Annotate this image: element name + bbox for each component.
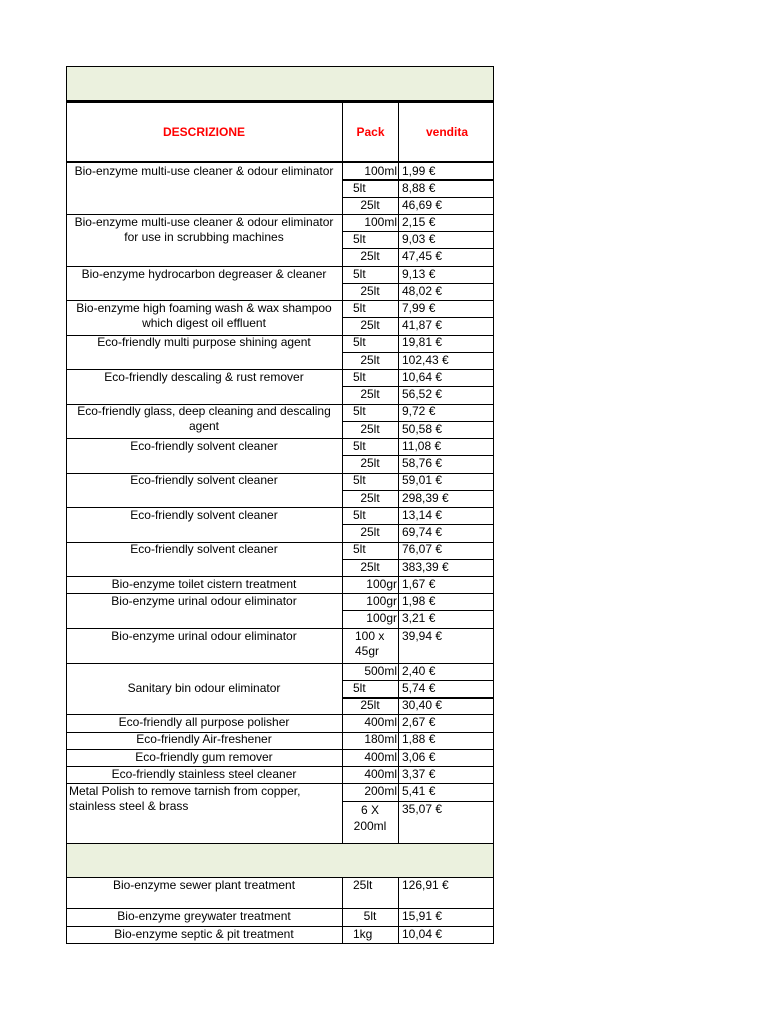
- pack-size: 100ml: [364, 215, 397, 229]
- product-description: Bio-enzyme greywater treatment: [117, 909, 291, 923]
- pack-size: 400ml: [364, 767, 397, 781]
- product-description: Bio-enzyme urinal odour eliminator: [111, 629, 297, 643]
- header-descrizione: DESCRIZIONE: [162, 125, 245, 139]
- pack-size: 200ml: [364, 784, 397, 798]
- price: 1,98 €: [402, 594, 436, 608]
- price: 5,41 €: [402, 784, 436, 798]
- pack-size: 5lt: [353, 508, 366, 522]
- price: 3,37 €: [402, 767, 436, 781]
- price: 9,72 €: [402, 404, 436, 418]
- price: 2,15 €: [402, 215, 436, 229]
- pack-size: 5lt: [353, 232, 366, 246]
- pack-size: 5lt: [363, 909, 377, 923]
- pack-size: 5lt: [353, 404, 366, 418]
- price: 9,13 €: [402, 267, 436, 281]
- product-description: Eco-friendly Air-freshener: [136, 732, 272, 746]
- product-description: Bio-enzyme septic & pit treatment: [114, 927, 294, 941]
- pack-size: 100gr: [366, 577, 397, 591]
- pack-size: 5lt: [353, 473, 366, 487]
- product-description: Eco-friendly stainless steel cleaner: [111, 767, 297, 781]
- product-description: Metal Polish to remove tarnish from copper, stainless steel & brass: [69, 784, 301, 813]
- pack-size: 25lt: [360, 318, 380, 332]
- price: 1,88 €: [402, 732, 436, 746]
- price: 48,02 €: [402, 284, 443, 298]
- price-table: [66, 163, 494, 843]
- product-description: Sanitary bin odour eliminator: [127, 681, 281, 695]
- price: 10,64 €: [402, 370, 443, 384]
- pack-size: 25lt: [360, 387, 380, 401]
- pack-size: 100gr: [366, 594, 397, 608]
- price: 39,94 €: [402, 629, 443, 643]
- price: 8,88 €: [402, 181, 436, 195]
- pack-size: 500ml: [364, 664, 397, 678]
- column-divider: [398, 878, 399, 944]
- pack-size: 25lt: [360, 198, 380, 212]
- price: 35,07 €: [402, 802, 443, 816]
- price: 1,99 €: [402, 164, 436, 178]
- section-band: [66, 843, 494, 878]
- product-description: Eco-friendly solvent cleaner: [130, 542, 278, 556]
- pack-size: 25lt: [360, 491, 380, 505]
- pack-size: 400ml: [364, 750, 397, 764]
- price: 47,45 €: [402, 249, 443, 263]
- price: 11,08 €: [402, 439, 442, 453]
- product-description: Eco-friendly solvent cleaner: [130, 473, 278, 487]
- price: 2,40 €: [402, 664, 436, 678]
- pack-size: 6 X 200ml: [353, 803, 387, 833]
- product-description: Eco-friendly all purpose polisher: [118, 715, 290, 729]
- price: 5,74 €: [402, 681, 436, 695]
- price: 2,67 €: [402, 715, 436, 729]
- pack-size: 100 x 45gr: [355, 629, 385, 658]
- pack-size: 100gr: [366, 611, 397, 625]
- price: 9,03 €: [402, 232, 436, 246]
- price: 19,81 €: [402, 335, 443, 349]
- price: 13,14 €: [402, 508, 443, 522]
- price: 46,69 €: [402, 198, 443, 212]
- pack-size: 25lt: [360, 560, 380, 574]
- price: 7,99 €: [402, 301, 436, 315]
- header-vendita: vendita: [398, 103, 495, 161]
- price: 1,67 €: [402, 577, 436, 591]
- column-divider: [398, 163, 399, 843]
- product-description: Eco-friendly gum remover: [135, 750, 273, 764]
- pack-size: 25lt: [360, 284, 380, 298]
- price: 298,39 €: [402, 491, 449, 505]
- product-description: Eco-friendly multi purpose shining agent: [97, 335, 311, 349]
- header-pack: Pack: [342, 103, 398, 161]
- pack-size: 5lt: [353, 335, 366, 349]
- price: 30,40 €: [402, 698, 443, 712]
- price: 69,74 €: [402, 525, 443, 539]
- product-description: Bio-enzyme sewer plant treatment: [112, 878, 296, 892]
- pack-size: 25lt: [360, 353, 380, 367]
- top-band: [66, 66, 494, 101]
- product-description: Eco-friendly glass, deep cleaning and descaling agent: [77, 404, 331, 433]
- table-header: [66, 101, 494, 163]
- pack-size: 100ml: [364, 164, 397, 178]
- pack-size: 25lt: [360, 456, 380, 470]
- pack-size: 180ml: [364, 732, 397, 746]
- price: 383,39 €: [402, 560, 449, 574]
- product-description: Eco-friendly descaling & rust remover: [104, 370, 304, 384]
- price: 126,91 €: [402, 878, 449, 892]
- price: 59,01 €: [402, 473, 443, 487]
- product-description: Bio-enzyme toilet cistern treatment: [111, 577, 297, 591]
- pack-size: 5lt: [353, 267, 366, 281]
- pack-size: 5lt: [353, 681, 366, 695]
- product-description: Bio-enzyme urinal odour eliminator: [111, 594, 297, 608]
- price: 3,06 €: [402, 750, 436, 764]
- price-table-secondary: [66, 878, 494, 944]
- price: 10,04 €: [402, 927, 443, 941]
- product-description: Bio-enzyme hydrocarbon degreaser & cleaner: [81, 267, 327, 281]
- product-description: Bio-enzyme multi-use cleaner & odour eliminator: [74, 164, 334, 178]
- price: 102,43 €: [402, 353, 449, 367]
- pack-size: 25lt: [360, 422, 380, 436]
- price: 41,87 €: [402, 318, 443, 332]
- pack-size: 5lt: [353, 370, 366, 384]
- pack-size: 5lt: [353, 301, 366, 315]
- price: 76,07 €: [402, 542, 443, 556]
- price: 58,76 €: [402, 456, 443, 470]
- pack-size: 25lt: [360, 525, 380, 539]
- pack-size: 1kg: [353, 927, 373, 941]
- row-line: [67, 943, 493, 944]
- price: 56,52 €: [402, 387, 443, 401]
- pack-size: 25lt: [353, 878, 373, 892]
- pack-size: 5lt: [353, 439, 366, 453]
- product-description: Bio-enzyme high foaming wash & wax shampoo which digest oil effluent: [76, 301, 332, 330]
- product-description: Eco-friendly solvent cleaner: [130, 508, 278, 522]
- price: 3,21 €: [402, 611, 436, 625]
- pack-size: 25lt: [360, 249, 380, 263]
- price: 50,58 €: [402, 422, 443, 436]
- product-description: Bio-enzyme multi-use cleaner & odour eliminator for use in scrubbing machines: [74, 215, 334, 244]
- pack-size: 25lt: [360, 698, 380, 712]
- price: 15,91 €: [402, 909, 443, 923]
- pack-size: 400ml: [364, 715, 397, 729]
- pack-size: 5lt: [353, 181, 366, 195]
- product-description: Eco-friendly solvent cleaner: [130, 439, 278, 453]
- pack-size: 5lt: [353, 542, 366, 556]
